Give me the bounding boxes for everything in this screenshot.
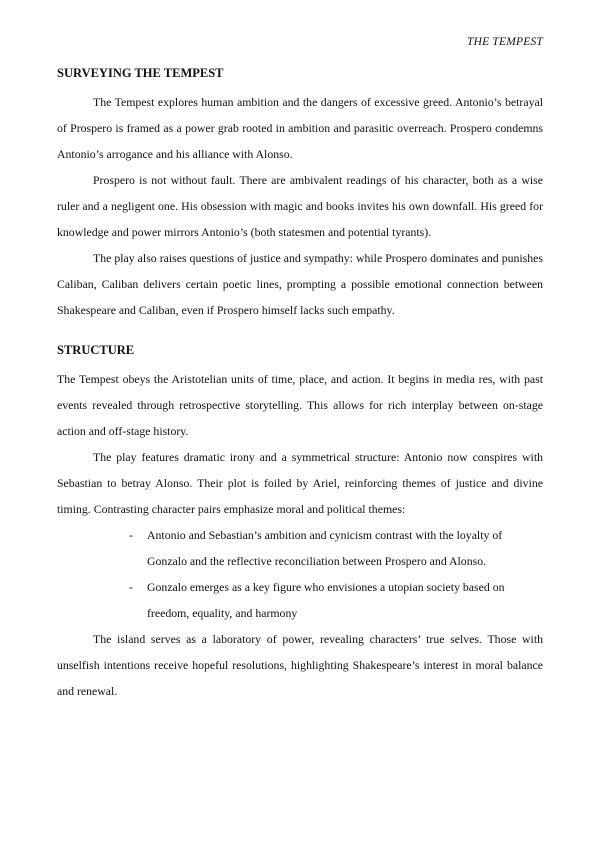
paragraph: The play also raises questions of justice and sympathy: while Prospero dominates and punishes Caliban, Caliban delivers certain poetic lines, prompting a possible emotional connection between Shakespeare and Caliban, even if Prospero himself lacks such empathy. bbox=[57, 251, 543, 317]
paragraph: The island serves as a laboratory of power, revealing characters’ true selves. Those with unselfish intentions receive hopeful resolutions, highlighting Shakespeare’s interest in moral balance and renewal. bbox=[57, 632, 543, 698]
paragraph: Prospero is not without fault. There are ambivalent readings of his character, both as a wise ruler and a negligent one. His obsession with magic and books invites his own downfall. His greed for knowledge and power mirrors Antonio’s (both statesmen and potential tyrants). bbox=[57, 173, 543, 239]
bullet-dash: - bbox=[129, 580, 133, 594]
page-content bbox=[57, 63, 543, 704]
running-header: THE TEMPEST bbox=[467, 36, 543, 48]
section-heading-surveying: SURVEYING THE TEMPEST bbox=[57, 66, 224, 80]
list-item-text: Antonio and Sebastian’s ambition and cynicism contrast with the loyalty of Gonzalo and the reflective reconciliation between Prospero and Alonso. bbox=[147, 528, 503, 568]
paragraph: The Tempest obeys the Aristotelian units of time, place, and action. It begins in media res, with past events revealed through retrospective storytelling. This allows for rich interplay between on-stage action and off-stage history. bbox=[57, 372, 543, 438]
paragraph: The play features dramatic irony and a symmetrical structure: Antonio now conspires with Sebastian to betray Alonso. Their plot is foiled by Ariel, reinforcing themes of justice and divine timing. Contrasting character pairs emphasize moral and political themes: bbox=[57, 450, 543, 516]
bullet-dash: - bbox=[129, 528, 133, 542]
list-item bbox=[129, 574, 543, 626]
list-item-text: Gonzalo emerges as a key figure who envisiones a utopian society based on freedom, equality, and harmony bbox=[147, 580, 505, 620]
section-heading-structure: STRUCTURE bbox=[57, 343, 135, 357]
list-item bbox=[129, 522, 543, 574]
paragraph: The Tempest explores human ambition and the dangers of excessive greed. Antonio’s betrayal of Prospero is framed as a power grab rooted in ambition and parasitic overreach. Prospero condemns Antonio’s arrogance and his alliance with Alonso. bbox=[57, 95, 543, 161]
bullet-list bbox=[57, 522, 543, 626]
